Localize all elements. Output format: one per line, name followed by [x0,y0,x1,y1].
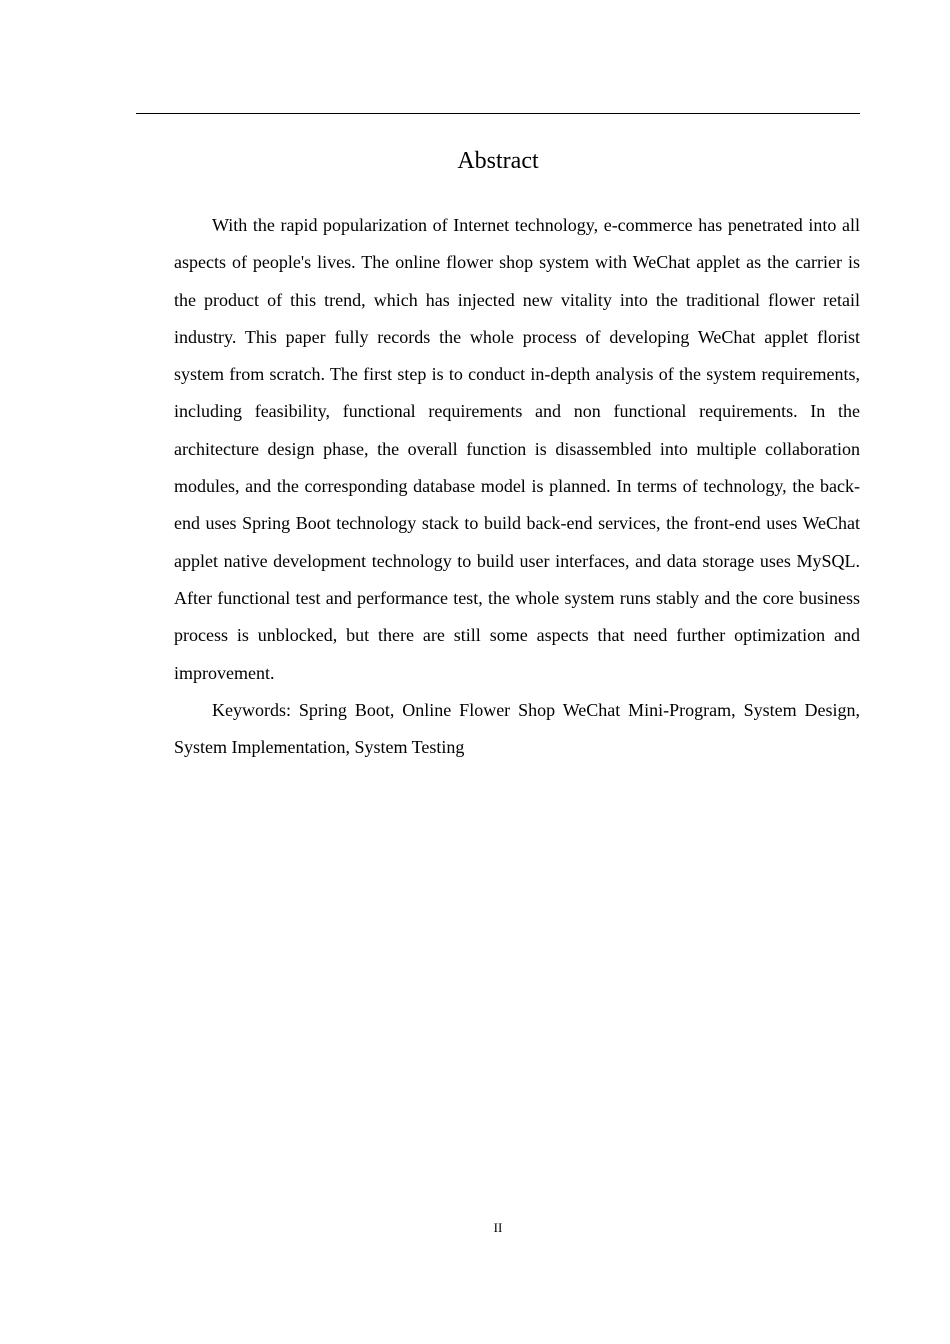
abstract-body [174,207,860,766]
header-rule [136,113,860,114]
page-title: Abstract [457,148,539,174]
keywords-paragraph: Keywords: Spring Boot, Online Flower Shop WeChat Mini-Program, System Design, System Implementation, System Testing [174,699,860,758]
abstract-paragraph: With the rapid popularization of Internet technology, e-commerce has penetrated into all aspects of people's lives. The online flower shop system with WeChat applet as the carrier is the product of this trend, which has injected new vitality into the traditional flower retail industry. This paper fully records the whole process of developing WeChat applet florist system from scratch. The first step is to conduct in-depth analysis of the system requirements, including feasibility, functional requirements and non functional requirements. In the architecture design phase, the overall function is disassembled into multiple collaboration modules, and the corresponding database model is planned. In terms of technology, the back-end uses Spring Boot technology stack to build back-end services, the front-end uses WeChat applet native development technology to build user interfaces, and data storage uses MySQL. After functional test and performance test, the whole system runs stably and the core business process is unblocked, but there are still some aspects that need further optimization and improvement. [174,215,860,683]
page-number: II [493,1220,503,1235]
